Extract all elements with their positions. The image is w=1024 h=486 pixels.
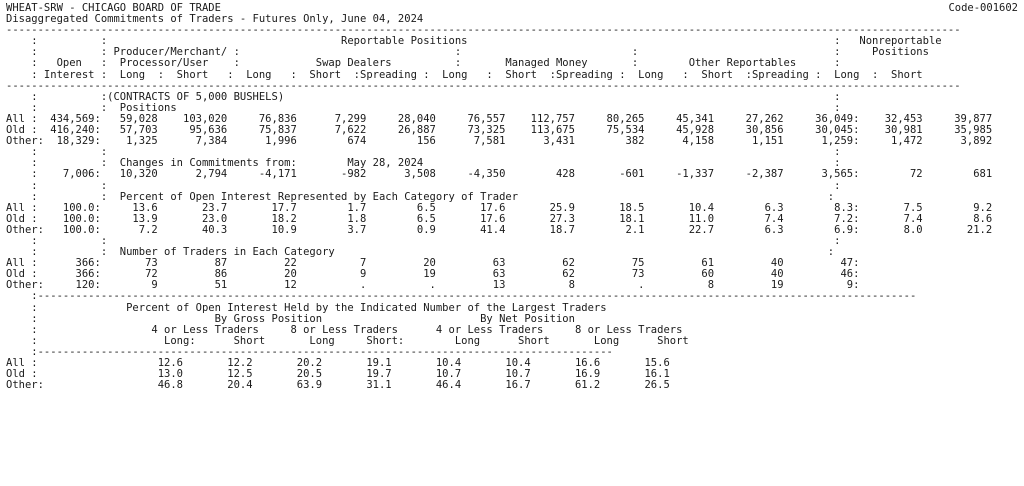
- spacer-line: : : :: [6, 234, 841, 247]
- percent-row-other: Other: 100.0: 7.2 40.3 10.9 3.7 0.9 41.4 18.7 2.1 22.7 6.3 6.9: 8.0 21.2: [6, 223, 993, 236]
- separator-concentration-2: :-------------------------------------------------------------------------------------------: [6, 345, 613, 358]
- percent-row-all: All : 100.0: 13.6 23.7 17.7 1.7 6.5 17.6 25.9 18.5 10.4 6.3 8.3: 7.5 9.2: [6, 201, 993, 214]
- traders-label: : : Number of Traders in Each Category :: [6, 246, 835, 259]
- concentration-row-other: Other: 46.8 20.4 63.9 31.1 46.4 16.7 61.2 26.5: [6, 379, 670, 392]
- spacer-line: : : :: [6, 146, 841, 159]
- concentration-subheader: : By Gross Position By Net Position: [6, 312, 575, 325]
- spacer-line: : : :: [6, 179, 841, 192]
- traders-row-old: Old : 366: 72 86 20 9 19 63 62 73 60 40 46:: [6, 268, 860, 281]
- positions-row-old: Old : 416,240: 57,703 95,636 75,837 7,622 26,887 73,325 113,675 75,534 45,928 30,856 30,045: 30,981 35,985: [6, 124, 993, 137]
- report-title: WHEAT-SRW - CHICAGO BOARD OF TRADE: [6, 2, 221, 14]
- changes-label: : : Changes in Commitments from: May 28, 2024 :: [6, 157, 841, 170]
- percent-row-old: Old : 100.0: 13.9 23.0 18.2 1.8 6.5 17.6 27.3 18.1 11.0 7.4 7.2: 7.4 8.6: [6, 212, 993, 225]
- concentration-row-all: All : 12.6 12.2 20.2 19.1 10.4 10.4 16.6 15.6: [6, 357, 670, 369]
- concentration-row-old: Old : 13.0 12.5 20.5 19.7 10.7 10.7 16.9 16.1: [6, 368, 670, 381]
- traders-row-other: Other: 120: 9 51 12 . . 13 8 . 8 19 9:: [6, 279, 860, 292]
- percent-label: : : Percent of Open Interest Represented by Each Category of Trader :: [6, 190, 835, 203]
- positions-label: : : Positions :: [6, 101, 841, 114]
- header-line-3: : Open : Processor/User : Swap Dealers : Managed Money : Other Reportables :: [6, 57, 841, 70]
- report-subtitle: Disaggregated Commitments of Traders - Futures Only, June 04, 2024: [6, 13, 424, 26]
- separator-top: -------------------------------------------------------------------------------------------------------------------------------------------------------: [6, 24, 961, 37]
- units-line: : :(CONTRACTS OF 5,000 BUSHELS) :: [6, 90, 841, 103]
- report-code: Code-001602: [948, 2, 1018, 14]
- changes-row: : 7,006: 10,320 2,794 -4,171 -982 3,508 -4,350 428 -601 -1,337 -2,387 3,565: 72 681: [6, 168, 993, 181]
- header-line-2: : : Producer/Merchant/ : : : : Positions: [6, 46, 929, 59]
- header-line-1: : : Reportable Positions : Nonreportable: [6, 35, 942, 48]
- header-line-4: : Interest : Long : Short : Long : Short :Spreading : Long : Short :Spreading : Long : Short :Spreading : Long : Short: [6, 68, 923, 81]
- separator-concentration: :-------------------------------------------------------------------------------------------------------------------------------------------: [6, 290, 917, 303]
- concentration-long-short: : Long: Short Long Short: Long Short Long Short: [6, 334, 689, 347]
- concentration-title: : Percent of Open Interest Held by the Indicated Number of the Largest Traders: [6, 301, 607, 314]
- positions-row-all: All : 434,569: 59,028 103,020 76,836 7,299 28,040 76,557 112,757 80,265 45,341 27,262 36,049: 32,453 39,877: [6, 112, 993, 125]
- separator-header: -------------------------------------------------------------------------------------------------------------------------------------------------------: [6, 79, 961, 92]
- positions-row-other: Other: 18,329: 1,325 7,384 1,996 674 156 7,581 3,431 382 4,158 1,151 1,259: 1,472 3,892: [6, 135, 993, 148]
- traders-row-all: All : 366: 73 87 22 7 20 63 62 75 61 40 47:: [6, 257, 860, 270]
- concentration-trader-groups: : 4 or Less Traders 8 or Less Traders 4 or Less Traders 8 or Less Traders: [6, 323, 683, 336]
